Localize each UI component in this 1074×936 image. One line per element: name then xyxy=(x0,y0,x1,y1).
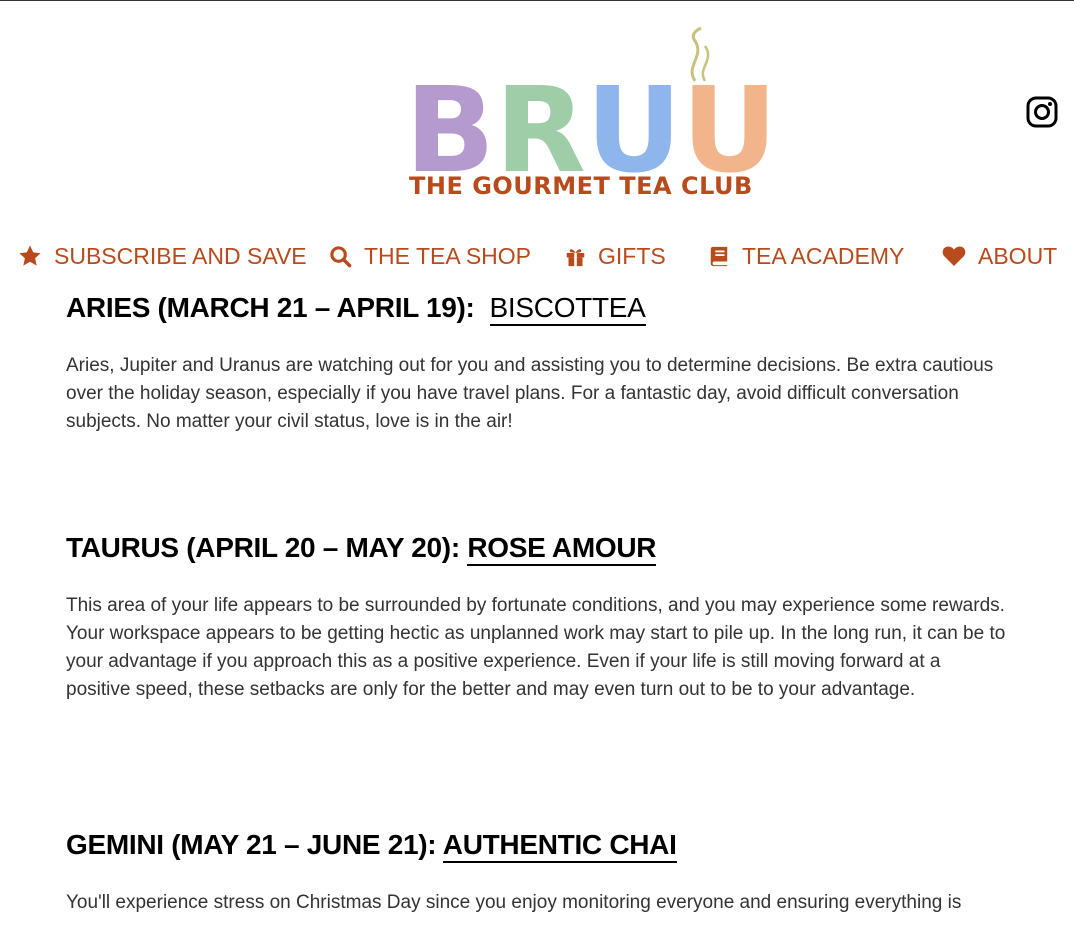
nav-label: TEA ACADEMY xyxy=(742,243,905,269)
nav-label: SUBSCRIBE AND SAVE xyxy=(54,243,307,269)
tea-link-authentic-chai[interactable]: AUTHENTIC CHAI xyxy=(443,829,677,863)
nav-item-subscribe[interactable] xyxy=(18,238,307,274)
tea-link-rose-amour[interactable]: ROSE AMOUR xyxy=(467,532,656,566)
search-icon xyxy=(329,245,352,268)
nav-item-gifts[interactable] xyxy=(565,238,666,274)
nav-label: GIFTS xyxy=(598,243,666,269)
horoscope-aries xyxy=(66,288,1006,455)
section-heading xyxy=(66,288,1006,328)
nav-label: THE TEA SHOP xyxy=(364,243,532,269)
section-heading xyxy=(66,825,1006,865)
sign-label: GEMINI (MAY 21 – JUNE 21): xyxy=(66,829,437,860)
nav-item-about[interactable] xyxy=(942,238,1057,274)
nav-item-tea-academy[interactable] xyxy=(708,238,904,274)
nav-label: ABOUT xyxy=(978,243,1058,269)
sign-label: ARIES (MARCH 21 – APRIL 19): xyxy=(66,292,475,323)
gift-icon xyxy=(565,246,586,267)
horoscope-text: This area of your life appears to be surrounded by fortunate conditions, and you may experience some rewards. Your workspace appears to be getting hectic as unplanned work may start to pile up. In the long run, it can be to your advantage if you approach this as a positive experience. Even if your life is still moving forward at a positive speed, these setbacks are only for the better and may even turn out to be to your advantage. xyxy=(66,595,1006,700)
brand-logo[interactable] xyxy=(405,26,774,201)
sign-label: TAURUS (APRIL 20 – MAY 20): xyxy=(66,532,460,563)
instagram-icon[interactable] xyxy=(1026,96,1058,128)
horoscope-taurus xyxy=(66,528,1006,723)
logo-tagline: THE GOURMET TEA CLUB xyxy=(409,172,753,200)
section-heading xyxy=(66,528,1006,568)
top-border xyxy=(0,0,1074,1)
horoscope-gemini xyxy=(66,825,1006,936)
star-icon xyxy=(18,244,42,268)
nav-item-tea-shop[interactable] xyxy=(329,238,531,274)
tea-link-biscottea[interactable]: BISCOTTEA xyxy=(490,292,646,326)
logo-letter-b: B xyxy=(405,61,491,199)
main-nav xyxy=(0,238,1074,274)
heart-icon xyxy=(942,245,966,267)
horoscope-text: Aries, Jupiter and Uranus are watching out for you and assisting you to determine decisions. Be extra cautious over the holiday season, especially if you have travel plans. For a fantastic day, avoid difficult conversation subjects. No matter your civil status, love is in the air! xyxy=(66,355,994,432)
logo-letter-u2: U xyxy=(681,61,774,199)
logo-letter-u1: U xyxy=(585,61,678,199)
horoscope-text: You'll experience stress on Christmas Day since you enjoy monitoring everyone and ensuring everything is xyxy=(66,892,962,913)
book-icon xyxy=(708,245,730,267)
logo-letter-r: R xyxy=(494,61,582,199)
